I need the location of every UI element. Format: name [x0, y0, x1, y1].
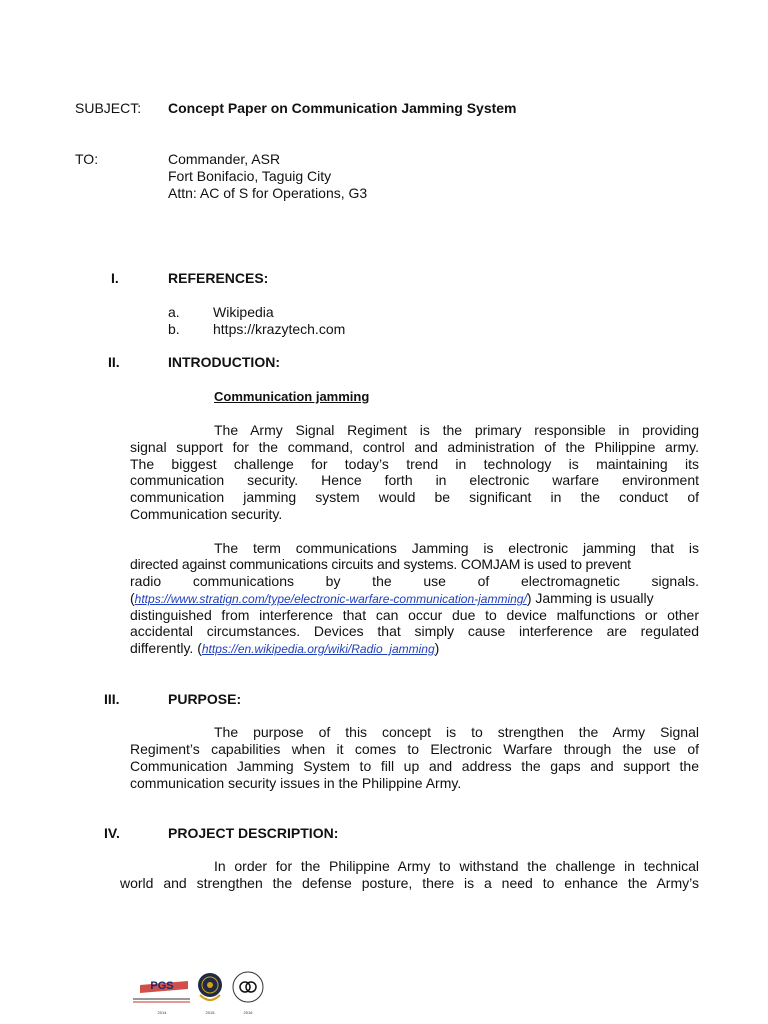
paragraph-line: accidental circumstances. Devices that simply cause interference are regulated: [130, 623, 699, 639]
paragraph-line: distinguished from interference that can occur due to device malfunctions or other: [130, 607, 699, 623]
subsection-title: Communication jamming: [214, 389, 370, 404]
section-title-project-description: PROJECT DESCRIPTION:: [168, 825, 339, 841]
reference-letter: b.: [168, 321, 180, 337]
reference-item: https://krazytech.com: [213, 321, 346, 337]
section-title-introduction: INTRODUCTION:: [168, 354, 280, 370]
paragraph-text: Jamming is usually: [531, 590, 654, 606]
section-title-references: REFERENCES:: [168, 270, 269, 286]
paragraph-line: The Army Signal Regiment is the primary responsible in providing: [214, 422, 699, 438]
logo-year: 2015: [205, 1010, 215, 1015]
subject-text: Concept Paper on Communication Jamming System: [168, 100, 517, 116]
paragraph-line: communication jamming system would be significant in the conduct of: [130, 489, 699, 505]
reference-item: Wikipedia: [213, 304, 274, 320]
reference-letter: a.: [168, 304, 180, 320]
paragraph-line: radio communications by the use of electromagnetic signals.: [130, 573, 699, 589]
section-number: III.: [104, 691, 120, 707]
paragraph-line-with-link: (https://www.stratign.com/type/electronic-warfare-communication-jamming/) Jamming is usually: [130, 590, 654, 606]
paragraph-line: The purpose of this concept is to strengthen the Army Signal: [214, 724, 699, 740]
subject-label: SUBJECT:: [75, 100, 142, 116]
paragraph-text: differently.: [130, 640, 198, 656]
pgs-logo: [133, 980, 190, 1015]
footer-logos: [128, 965, 268, 1017]
logo-year: 2016: [243, 1010, 253, 1015]
paragraph-line: communication security issues in the Philippine Army.: [130, 775, 462, 791]
paragraph-line: In order for the Philippine Army to withstand the challenge in technical: [214, 858, 699, 874]
to-line: Fort Bonifacio, Taguig City: [168, 168, 332, 184]
paragraph-line: Communication Jamming System to fill up and address the gaps and support the: [130, 758, 699, 774]
paragraph-line: The term communications Jamming is electronic jamming that is: [214, 540, 699, 556]
section-number: IV.: [104, 825, 120, 841]
pgs-logo-text: PGS: [150, 980, 174, 992]
section-number: I.: [111, 270, 119, 286]
paragraph-line: Communication security.: [130, 506, 283, 522]
reference-link[interactable]: https://en.wikipedia.org/wiki/Radio_jamming: [201, 642, 435, 656]
paragraph-line: directed against communications circuits and systems. COMJAM is used to prevent: [130, 556, 631, 572]
to-label: TO:: [75, 151, 99, 167]
paragraph-line: signal support for the command, control and administration of the Philippine army.: [130, 439, 699, 455]
certification-logos: [128, 965, 268, 1017]
paragraph-line: communication security. Hence forth in electronic warfare environment: [130, 472, 699, 488]
to-line: Attn: AC of S for Operations, G3: [168, 185, 368, 201]
paragraph-line: world and strengthen the defense posture, there is a need to enhance the Army’s: [120, 875, 699, 891]
circle-logo: [233, 972, 263, 1015]
paragraph-line-with-link: differently. (https://en.wikipedia.org/wiki/Radio_jamming): [130, 640, 440, 656]
section-number: II.: [108, 354, 120, 370]
paragraph-line: The biggest challenge for today’s trend in technology is maintaining its: [130, 456, 699, 472]
to-line: Commander, ASR: [168, 151, 281, 167]
section-title-purpose: PURPOSE:: [168, 691, 242, 707]
logo-year: 2014: [157, 1010, 167, 1015]
reference-link[interactable]: https://www.stratign.com/type/electronic-warfare-communication-jamming/: [134, 592, 527, 606]
seal-logo: [198, 973, 222, 1015]
paragraph-line: Regiment’s capabilities when it comes to Electronic Warfare through the use of: [130, 741, 699, 757]
